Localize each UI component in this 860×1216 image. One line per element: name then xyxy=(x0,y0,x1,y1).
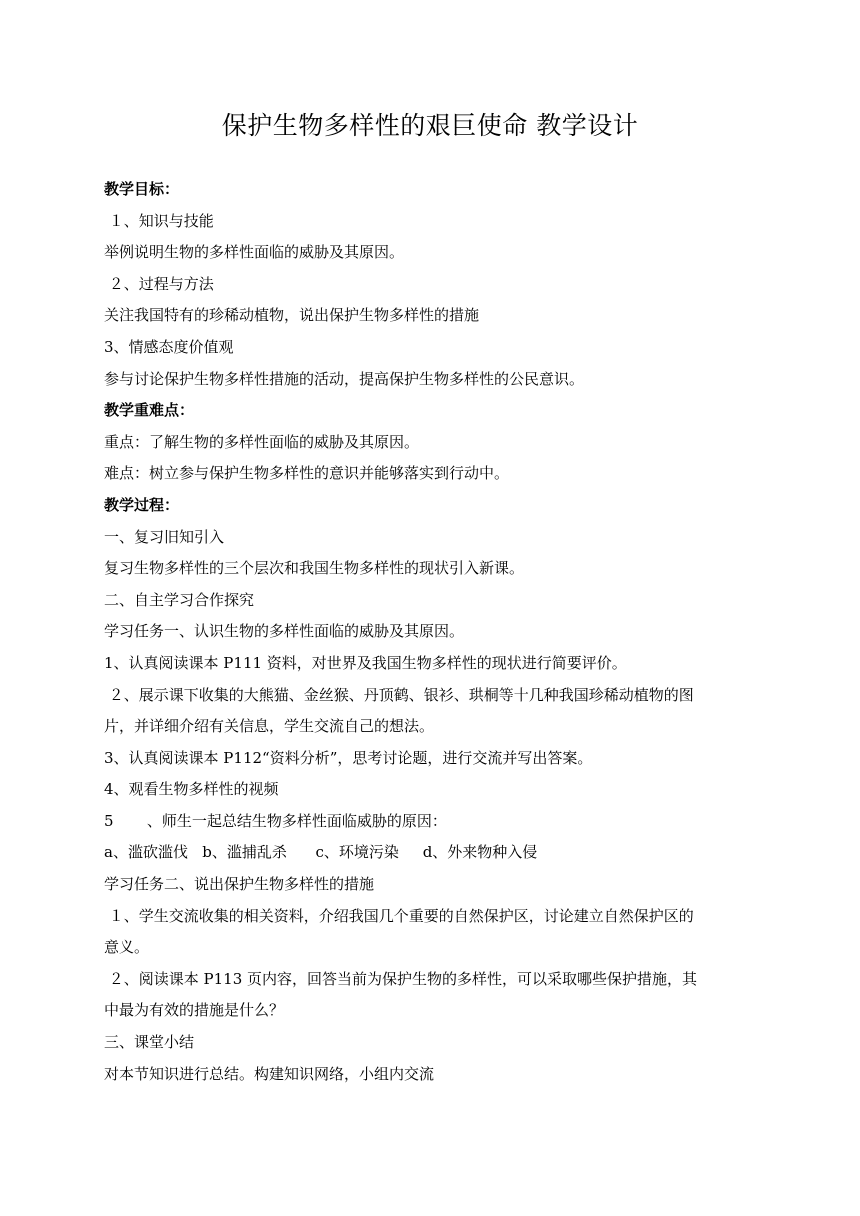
threat-causes-list: a、滥砍滥伐 b、滥捕乱杀 c、环境污染 d、外来物种入侵 xyxy=(104,843,538,862)
task-1-step-3: 3、认真阅读课本 P112“资料分析”，思考讨论题，进行交流并写出答案。 xyxy=(104,748,593,767)
heading-teaching-process: 教学过程： xyxy=(104,495,180,514)
task-1-step-4: 4、观看生物多样性的视频 xyxy=(104,780,279,799)
task-1-step-1: 1、认真阅读课本 P111 资料，对世界及我国生物多样性的现状进行简要评价。 xyxy=(104,653,627,672)
objective-1-text: 举例说明生物的多样性面临的威胁及其原因。 xyxy=(104,243,405,262)
task-1-step-2-continued: 片，并详细介绍有关信息，学生交流自己的想法。 xyxy=(104,717,435,736)
task-2-step-2: ２、阅读课本 P113 页内容，回答当前为保护生物的多样性，可以采取哪些保护措施，其 xyxy=(104,969,698,988)
section-3-text: 对本节知识进行总结。构建知识网络，小组内交流 xyxy=(104,1064,435,1083)
section-2-title: 二、自主学习合作探究 xyxy=(104,590,255,609)
objective-2-title: ２、过程与方法 xyxy=(104,274,214,293)
objective-1-title: １、知识与技能 xyxy=(104,211,214,230)
section-1-title: 一、复习旧知引入 xyxy=(104,527,225,546)
task-1-step-5: 5 、师生一起总结生物多样性面临威胁的原因： xyxy=(104,811,447,830)
task-1-title: 学习任务一、认识生物的多样性面临的威胁及其原因。 xyxy=(104,622,465,641)
objective-3-title: 3、情感态度价值观 xyxy=(104,337,234,356)
key-point-text: 重点：了解生物的多样性面临的威胁及其原因。 xyxy=(104,432,420,451)
task-1-step-2: ２、展示课下收集的大熊猫、金丝猴、丹顶鹤、银衫、珙桐等十几种我国珍稀动植物的图 xyxy=(104,685,694,704)
objective-3-text: 参与讨论保护生物多样性措施的活动，提高保护生物多样性的公民意识。 xyxy=(104,369,585,388)
task-2-step-1-continued: 意义。 xyxy=(104,938,150,957)
task-2-title: 学习任务二、说出保护生物多样性的措施 xyxy=(104,875,375,894)
heading-teaching-objectives: 教学目标： xyxy=(104,180,180,198)
section-3-title: 三、课堂小结 xyxy=(104,1033,195,1052)
section-1-text: 复习生物多样性的三个层次和我国生物多样性的现状引入新课。 xyxy=(104,559,525,578)
heading-key-points: 教学重难点： xyxy=(104,401,195,420)
task-2-step-2-continued: 中最为有效的措施是什么？ xyxy=(104,1001,285,1020)
task-2-step-1: １、学生交流收集的相关资料，介绍我国几个重要的自然保护区，讨论建立自然保护区的 xyxy=(104,906,694,925)
difficulty-text: 难点：树立参与保护生物多样性的意识并能够落实到行动中。 xyxy=(104,464,510,483)
objective-2-text: 关注我国特有的珍稀动植物，说出保护生物多样性的措施 xyxy=(104,306,480,325)
document-title: 保护生物多样性的艰巨使命 教学设计 xyxy=(221,111,639,140)
document-body xyxy=(104,174,780,1090)
